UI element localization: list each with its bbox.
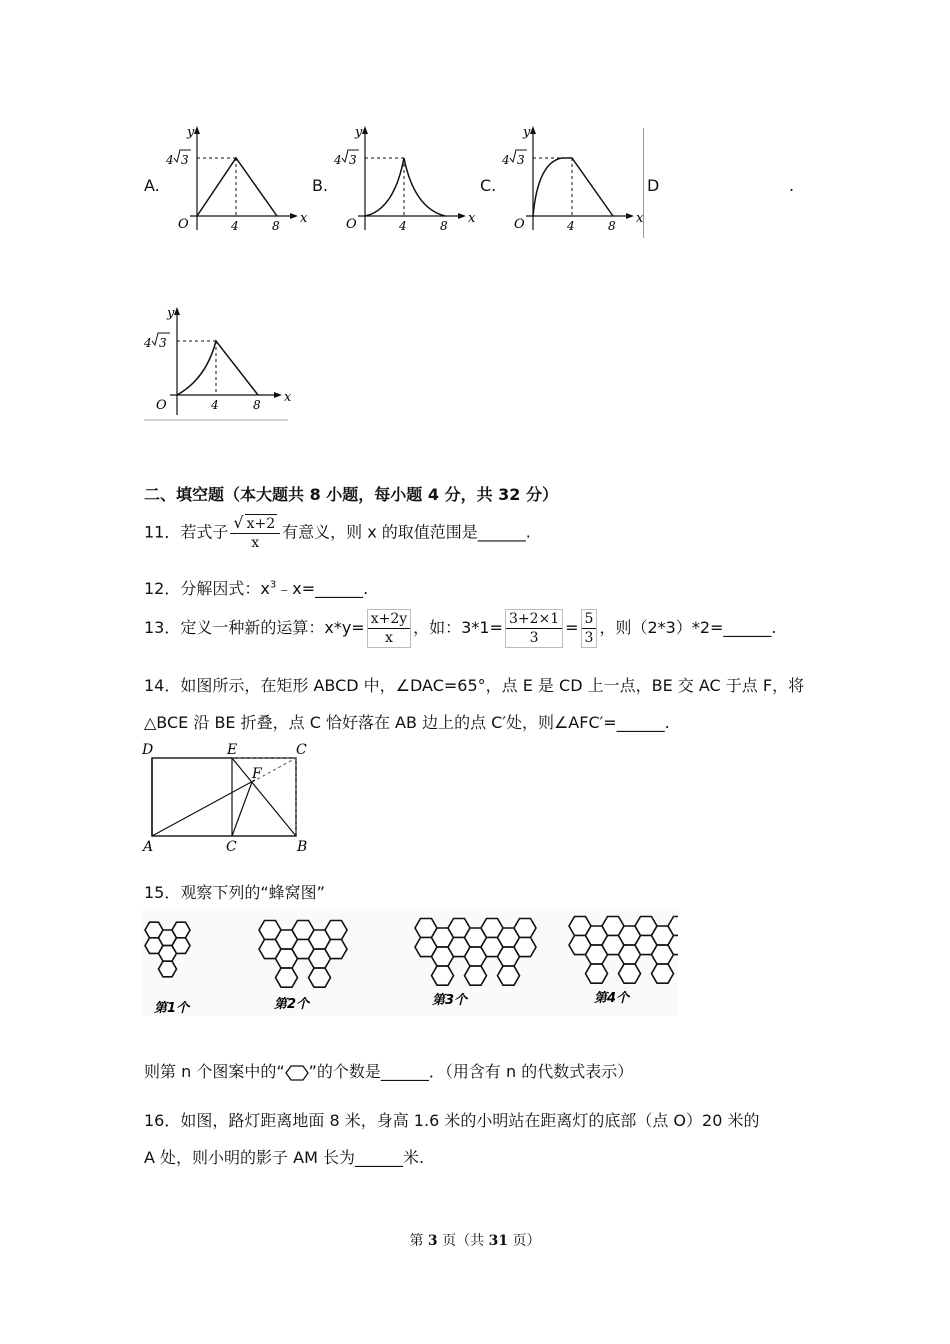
x-axis-label: x [636, 211, 644, 226]
honeycomb-cell [465, 966, 487, 985]
xtick-8: 8 [253, 398, 261, 412]
q13-fraction-example: $\frac{3+2\times 1}{3}$ [505, 609, 563, 648]
honeycomb-cell [159, 961, 177, 977]
question-16-line1: 16．如图，路灯距离地面 8 米，身高 1.6 米的小明站在距离灯的底部（点 O）20 米的 [144, 1111, 760, 1130]
honeycomb-cell [514, 919, 536, 938]
honeycomb-cell [172, 922, 190, 938]
honeycomb-label-1: 第1个 [154, 1001, 190, 1016]
x-axis-label: x [468, 211, 476, 226]
xtick-8: 8 [608, 219, 616, 233]
honeycomb-cell [309, 968, 331, 987]
option-d-period: . [789, 176, 795, 195]
label-F: F [252, 766, 262, 782]
label-C-bottom: C [226, 839, 237, 855]
origin-label: O [514, 217, 525, 232]
honeycomb-cell [172, 938, 190, 954]
honeycomb-cell [432, 966, 454, 985]
question-15-answer: 则第 n 个图案中的“ ”的个数是______．（用含有 n 的代数式表示） [144, 1062, 634, 1081]
honeycomb-figure [142, 908, 678, 1016]
ymax-coef: 4 [144, 336, 152, 350]
ymax-coef: 4 [502, 153, 510, 167]
honeycomb-cell [276, 968, 298, 987]
hexagon-icon [285, 1064, 309, 1082]
honeycomb-cell [652, 964, 674, 983]
xtick-4: 4 [231, 219, 239, 233]
xtick-4: 4 [567, 219, 575, 233]
label-A: A [143, 839, 154, 855]
graph-b [328, 122, 478, 240]
label-E: E [227, 742, 238, 758]
graph-c [496, 122, 646, 240]
y-axis-label: y [523, 125, 531, 140]
option-c-label: C. [480, 176, 497, 195]
question-14-line1: 14．如图所示，在矩形 ABCD 中，∠DAC=65°，点 E 是 CD 上一点，BE 交 AC 于点 F，将 [144, 676, 805, 695]
q13-fraction-def: $\frac{x+2y}{x}$ [367, 609, 411, 648]
honeycomb-cell [325, 940, 347, 959]
ymax-coef: 4 [166, 153, 174, 167]
xtick-8: 8 [440, 219, 448, 233]
xtick-8: 8 [272, 219, 280, 233]
origin-label: O [346, 217, 357, 232]
label-B: B [297, 839, 308, 855]
graph-a [160, 122, 310, 240]
section-heading: 二、填空题（本大题共 8 小题，每小题 4 分，共 32 分） [144, 485, 559, 504]
ymax-root: 3 [159, 336, 167, 350]
ymax-root: 3 [517, 153, 525, 167]
ymax-root: 3 [181, 153, 189, 167]
y-axis-label: y [355, 125, 363, 140]
x-axis-label: x [284, 390, 292, 405]
page-footer: 第 3 页（共 31 页） [409, 1233, 541, 1249]
option-d-label: D [647, 176, 660, 195]
q11-fraction: $\frac{√ x+2}{x}$ [230, 514, 280, 552]
ymax-coef: 4 [334, 153, 342, 167]
origin-label: O [156, 398, 167, 413]
question-14-line2: △BCE 沿 BE 折叠，点 C 恰好落在 AB 边上的点 C′处，则∠AFC′=______. [144, 713, 670, 732]
xtick-4: 4 [211, 398, 219, 412]
origin-label: O [178, 217, 189, 232]
question-15-title: 15．观察下列的“蜂窝图” [144, 883, 325, 902]
honeycomb-cell [514, 938, 536, 957]
honeycomb-label-4: 第4个 [594, 991, 630, 1006]
label-D: D [142, 742, 154, 758]
y-axis-label: y [167, 306, 175, 321]
honeycomb-cell [619, 964, 641, 983]
honeycomb-cell [498, 966, 520, 985]
question-12: 12．分解因式：$x^3﹣x=\_\_\_\_\_\_$. [144, 579, 369, 598]
xtick-4: 4 [399, 219, 407, 233]
honeycomb-cell [325, 921, 347, 940]
question-11: 11．若式子 $\frac{√ x+2}{x}$ 有意义，则 x 的取值范围是______. [144, 513, 531, 551]
honeycomb-label-3: 第3个 [432, 993, 468, 1008]
x-axis-label: x [300, 211, 308, 226]
ymax-root: 3 [349, 153, 357, 167]
q13-fraction-result: $\frac{5}{3}$ [581, 609, 598, 648]
label-C-top: C [296, 742, 307, 758]
honeycomb-label-2: 第2个 [274, 997, 310, 1012]
question-13: 13．定义一种新的运算：x*y= $\frac{x+2y}{x}$ ，如：3*1= $\frac{3+2\times 1}{3}$ = $\frac{5}{3}$ ，则（2*3）*2=______. [144, 611, 777, 646]
graph-d [140, 303, 295, 425]
question-16-line2: A 处，则小明的影子 AM 长为______米. [144, 1148, 425, 1167]
option-b-label: B. [312, 176, 329, 195]
option-a-label: A. [144, 176, 160, 195]
honeycomb-cell [586, 964, 608, 983]
rectangle-fold-figure [140, 738, 320, 856]
y-axis-label: y [187, 125, 195, 140]
